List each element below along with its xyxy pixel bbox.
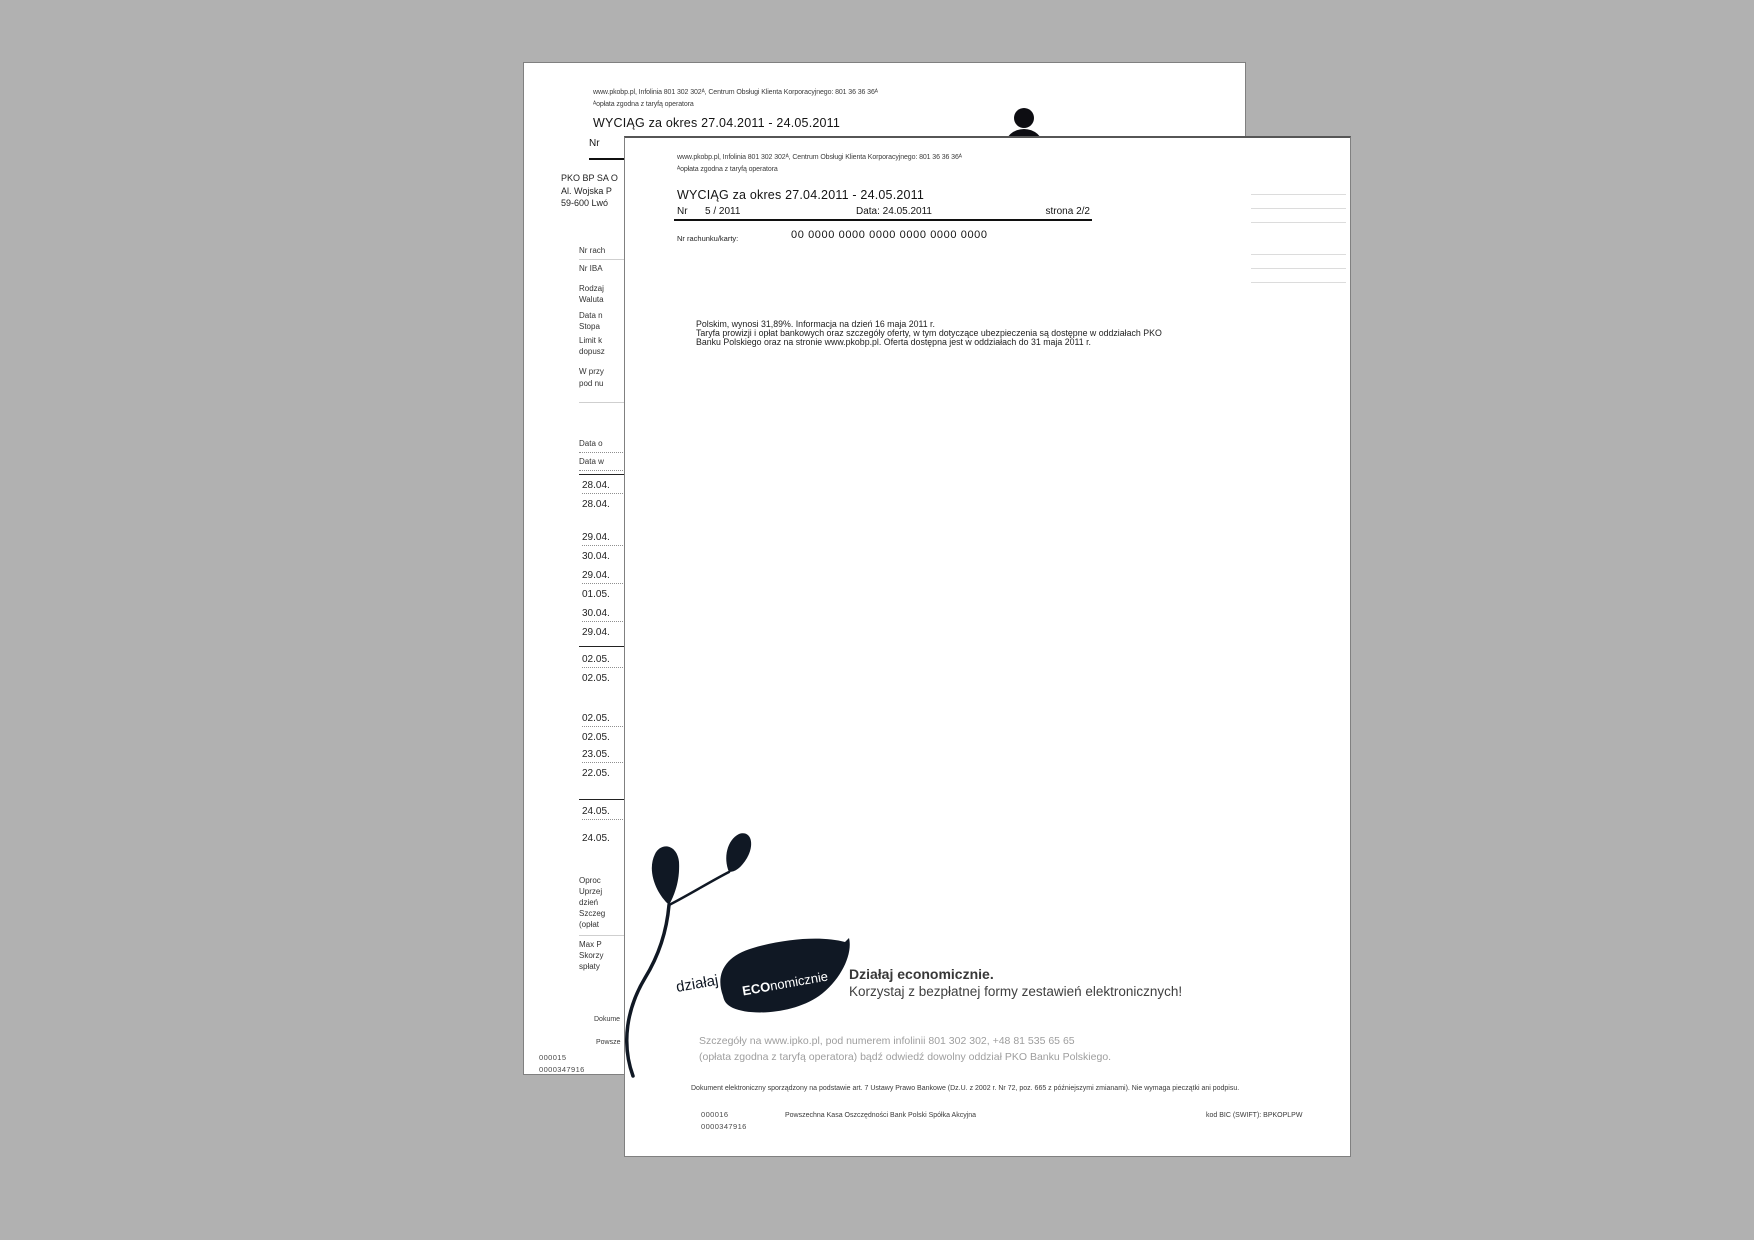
table-header-cell: Data o <box>579 439 603 448</box>
logo-eco-bold: ECO <box>741 978 772 999</box>
promo-subline: Korzystaj z bezpłatnej formy zestawień elektronicznych! <box>849 984 1183 999</box>
table-header-cell: Data w <box>579 457 604 466</box>
note-line: spłaty <box>579 962 600 971</box>
operation-date: 28.04. <box>582 499 610 510</box>
operation-date: 23.05. <box>582 749 610 760</box>
legal-line: Dokume <box>594 1016 621 1023</box>
bank-contact-line: www.pkobp.pl, Infolinia 801 302 302ᴬ, Centrum Obsługi Klienta Korporacyjnego: 801 36 36 36ᴬ <box>677 154 962 161</box>
table-rule-fragment <box>1251 282 1346 283</box>
operation-date: 30.04. <box>582 551 610 562</box>
statement-page-2 <box>624 136 1351 1157</box>
logo-dzialaj-text: działaj <box>674 971 720 996</box>
operation-date: 29.04. <box>582 532 610 543</box>
field-label: Nr IBA <box>579 264 603 273</box>
fee-note-line: ᴬopłata zgodna z taryfą operatora <box>593 101 694 108</box>
logo-leaf-large <box>652 846 679 905</box>
operation-date: 02.05. <box>582 713 610 724</box>
statement-period-title: WYCIĄG za okres 27.04.2011 - 24.05.2011 <box>677 188 925 202</box>
eco-logo <box>625 828 895 1088</box>
operation-date: 30.04. <box>582 608 610 619</box>
notice-line: Banku Polskiego oraz na stronie www.pkobp.pl. Oferta dostępna jest w oddziałach do 31 maja 2011 r. <box>696 337 1091 347</box>
page-sequence-number: 000015 <box>539 1053 567 1062</box>
operation-date: 01.05. <box>582 589 610 600</box>
note-line: Oproc <box>579 876 601 885</box>
fee-note-line: ᴬopłata zgodna z taryfą operatora <box>677 166 778 173</box>
bank-name-line: Powszechna Kasa Oszczędności Bank Polski Spółka Akcyjna <box>785 1112 977 1119</box>
promo-details-line: Szczegóły na www.ipko.pl, pod numerem infolinii 801 302 302, +48 81 535 65 65 <box>699 1035 1075 1047</box>
table-rule-fragment <box>1251 194 1346 195</box>
logo-eco-rest: nomicznie <box>768 968 830 994</box>
note-line: dzień <box>579 898 599 907</box>
field-label: Nr rach <box>579 246 606 255</box>
field-label: Rodzaj <box>579 284 604 293</box>
field-label: Stopa <box>579 322 600 331</box>
statement-number-label: Nr <box>589 138 600 149</box>
table-rule-fragment <box>1251 208 1346 209</box>
notice-line: Taryfa prowizji i opłat bankowych oraz szczegóły oferty, w tym dotyczące ubezpieczenia są dostępne w oddziałach PKO <box>696 328 1162 338</box>
document-number: 0000347916 <box>539 1065 585 1074</box>
operation-date: 02.05. <box>582 654 610 665</box>
legal-line: Dokument elektroniczny sporządzony na podstawie art. 7 Ustawy Prawo Bankowe (Dz.U. z 2002 r. Nr 72, poz. 665 z późniejszymi zmianami). Nie wymaga pieczątki ani podpisu. <box>691 1085 1240 1092</box>
document-number: 0000347916 <box>701 1122 747 1131</box>
logo-stem <box>627 905 669 1076</box>
field-label: Data n <box>579 311 603 320</box>
address-line: 59-600 Lwó <box>561 198 609 208</box>
statement-number-label: Nr <box>677 206 688 217</box>
person-icon <box>1014 108 1034 128</box>
swift-code: kod BIC (SWIFT): BPKOPLPW <box>1206 1112 1303 1119</box>
note-line: Max P <box>579 940 602 949</box>
operation-date: 29.04. <box>582 627 610 638</box>
logo-leaf-small <box>726 833 751 872</box>
statement-period-title: WYCIĄG za okres 27.04.2011 - 24.05.2011 <box>593 116 841 130</box>
account-number-label: Nr rachunku/karty: <box>677 234 739 243</box>
page-indicator: strona 2/2 <box>1045 206 1090 217</box>
table-rule-fragment <box>1251 254 1346 255</box>
operation-date: 28.04. <box>582 480 610 491</box>
table-rule-fragment <box>1251 222 1346 223</box>
header-rule <box>674 219 1092 221</box>
note-line: (opłat <box>579 920 600 929</box>
notice-line: Polskim, wynosi 31,89%. Informacja na dzień 16 maja 2011 r. <box>696 319 935 329</box>
field-label: W przy <box>579 367 604 376</box>
account-number-value: 00 0000 0000 0000 0000 0000 0000 <box>791 229 988 241</box>
field-label: Limit k <box>579 336 603 345</box>
table-rule-fragment <box>1251 268 1346 269</box>
statement-number-value: 5 / 2011 <box>705 206 741 217</box>
operation-date: 24.05. <box>582 833 610 844</box>
field-label: Waluta <box>579 295 604 304</box>
operation-date: 22.05. <box>582 768 610 779</box>
bank-contact-line: www.pkobp.pl, Infolinia 801 302 302ᴬ, Centrum Obsługi Klienta Korporacyjnego: 801 36 36 36ᴬ <box>593 89 878 96</box>
operation-date: 29.04. <box>582 570 610 581</box>
operation-date: 24.05. <box>582 806 610 817</box>
note-line: Szczeg <box>579 909 606 918</box>
promo-headline: Działaj economicznie. <box>849 966 994 982</box>
address-line: Al. Wojska P <box>561 186 612 196</box>
note-line: Skorzy <box>579 951 604 960</box>
operation-date: 02.05. <box>582 673 610 684</box>
promo-details-line: (opłata zgodna z taryfą operatora) bądź odwiedź dowolny oddział PKO Banku Polskiego. <box>699 1051 1112 1063</box>
field-label: dopusz <box>579 347 605 356</box>
address-line: PKO BP SA O <box>561 173 618 183</box>
bank-name-line: Powsze <box>596 1039 621 1046</box>
note-line: Uprzej <box>579 887 603 896</box>
field-label: pod nu <box>579 379 604 388</box>
statement-date: Data: 24.05.2011 <box>856 206 932 217</box>
page-sequence-number: 000016 <box>701 1110 729 1119</box>
operation-date: 02.05. <box>582 732 610 743</box>
